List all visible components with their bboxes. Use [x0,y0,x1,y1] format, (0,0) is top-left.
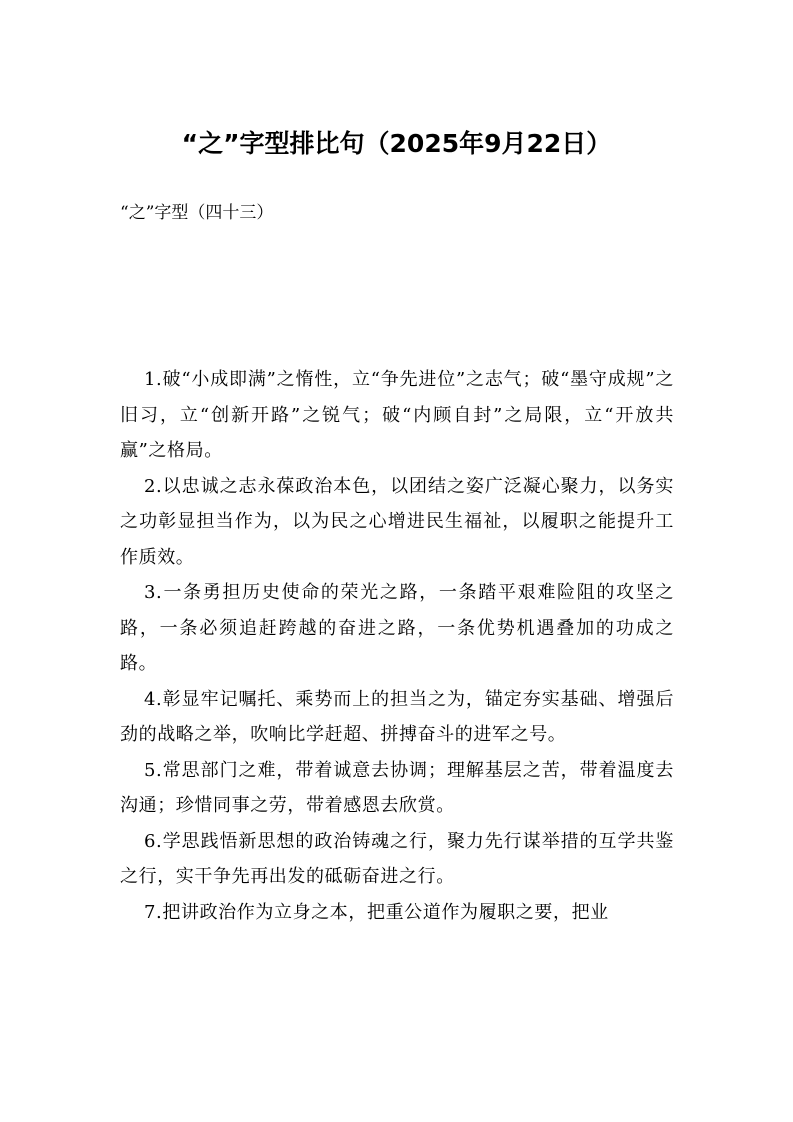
paragraph-5: 5.常思部门之难，带着诚意去协调；理解基层之苦，带着温度去沟通；珍惜同事之劳，带着感恩去欣赏。 [120,759,674,816]
document-title: “之”字型排比句（2025年9月22日） [181,129,612,158]
document-subtitle: “之”字型（四十三） [120,203,274,223]
document-body [120,362,674,930]
paragraph-7: 7.把讲政治作为立身之本，把重公道作为履职之要，把业 [144,901,609,923]
paragraph-2: 2.以忠诚之志永葆政治本色，以团结之姿广泛凝心聚力，以务实之功彰显担当作为，以为民之心增进民生福祉，以履职之能提升工作质效。 [120,475,674,568]
paragraph-1: 1.破“小成即满”之惰性，立“争先进位”之志气；破“墨守成规”之旧习，立“创新开路”之锐气；破“内顾自封”之局限，立“开放共赢”之格局。 [120,369,674,461]
paragraph-3: 3.一条勇担历史使命的荣光之路，一条踏平艰难险阻的攻坚之路，一条必须追赶跨越的奋进之路，一条优势机遇叠加的功成之路。 [120,582,674,674]
paragraph-4: 4.彰显牢记嘱托、乘势而上的担当之为，锚定夯实基础、增强后劲的战略之举，吹响比学赶超、拼搏奋斗的进军之号。 [120,688,674,745]
paragraph-6: 6.学思践悟新思想的政治铸魂之行，聚力先行谋举措的互学共鉴之行，实干争先再出发的砥砺奋进之行。 [120,830,674,887]
